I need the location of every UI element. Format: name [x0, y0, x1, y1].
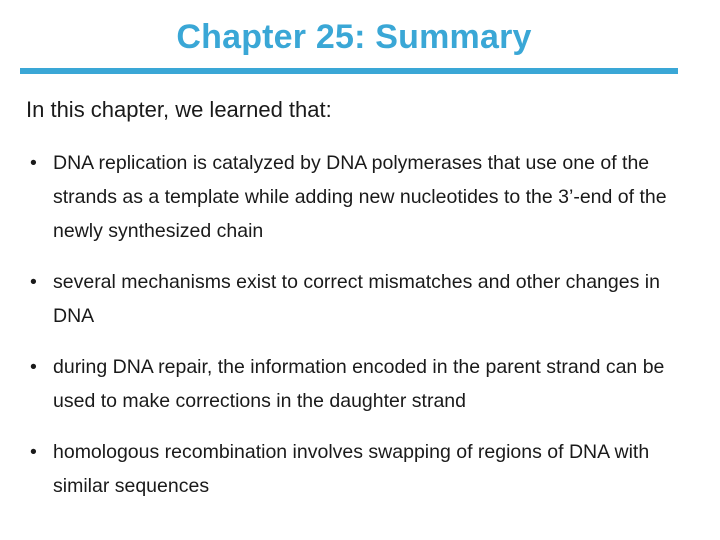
bullet-icon: • — [30, 271, 37, 293]
list-item — [26, 146, 676, 248]
bullet-icon: • — [30, 356, 37, 378]
intro-text: In this chapter, we learned that: — [26, 97, 332, 122]
summary-list — [26, 146, 676, 520]
bullet-text: during DNA repair, the information encoded in the parent strand can be used to make corrections in the daughter strand — [53, 356, 665, 412]
slide-title: Chapter 25: Summary — [176, 18, 532, 56]
bullet-text: several mechanisms exist to correct mismatches and other changes in DNA — [53, 271, 660, 327]
list-item — [26, 350, 676, 418]
list-item — [26, 265, 676, 333]
bullet-text: DNA replication is catalyzed by DNA polymerases that use one of the strands as a template while adding new nucleotides to the 3’-end of the newly synthesized chain — [53, 152, 667, 242]
bullet-text: homologous recombination involves swapping of regions of DNA with similar sequences — [53, 441, 650, 497]
title-divider — [20, 68, 678, 74]
bullet-icon: • — [30, 152, 37, 174]
list-item — [26, 435, 676, 503]
bullet-icon: • — [30, 441, 37, 463]
